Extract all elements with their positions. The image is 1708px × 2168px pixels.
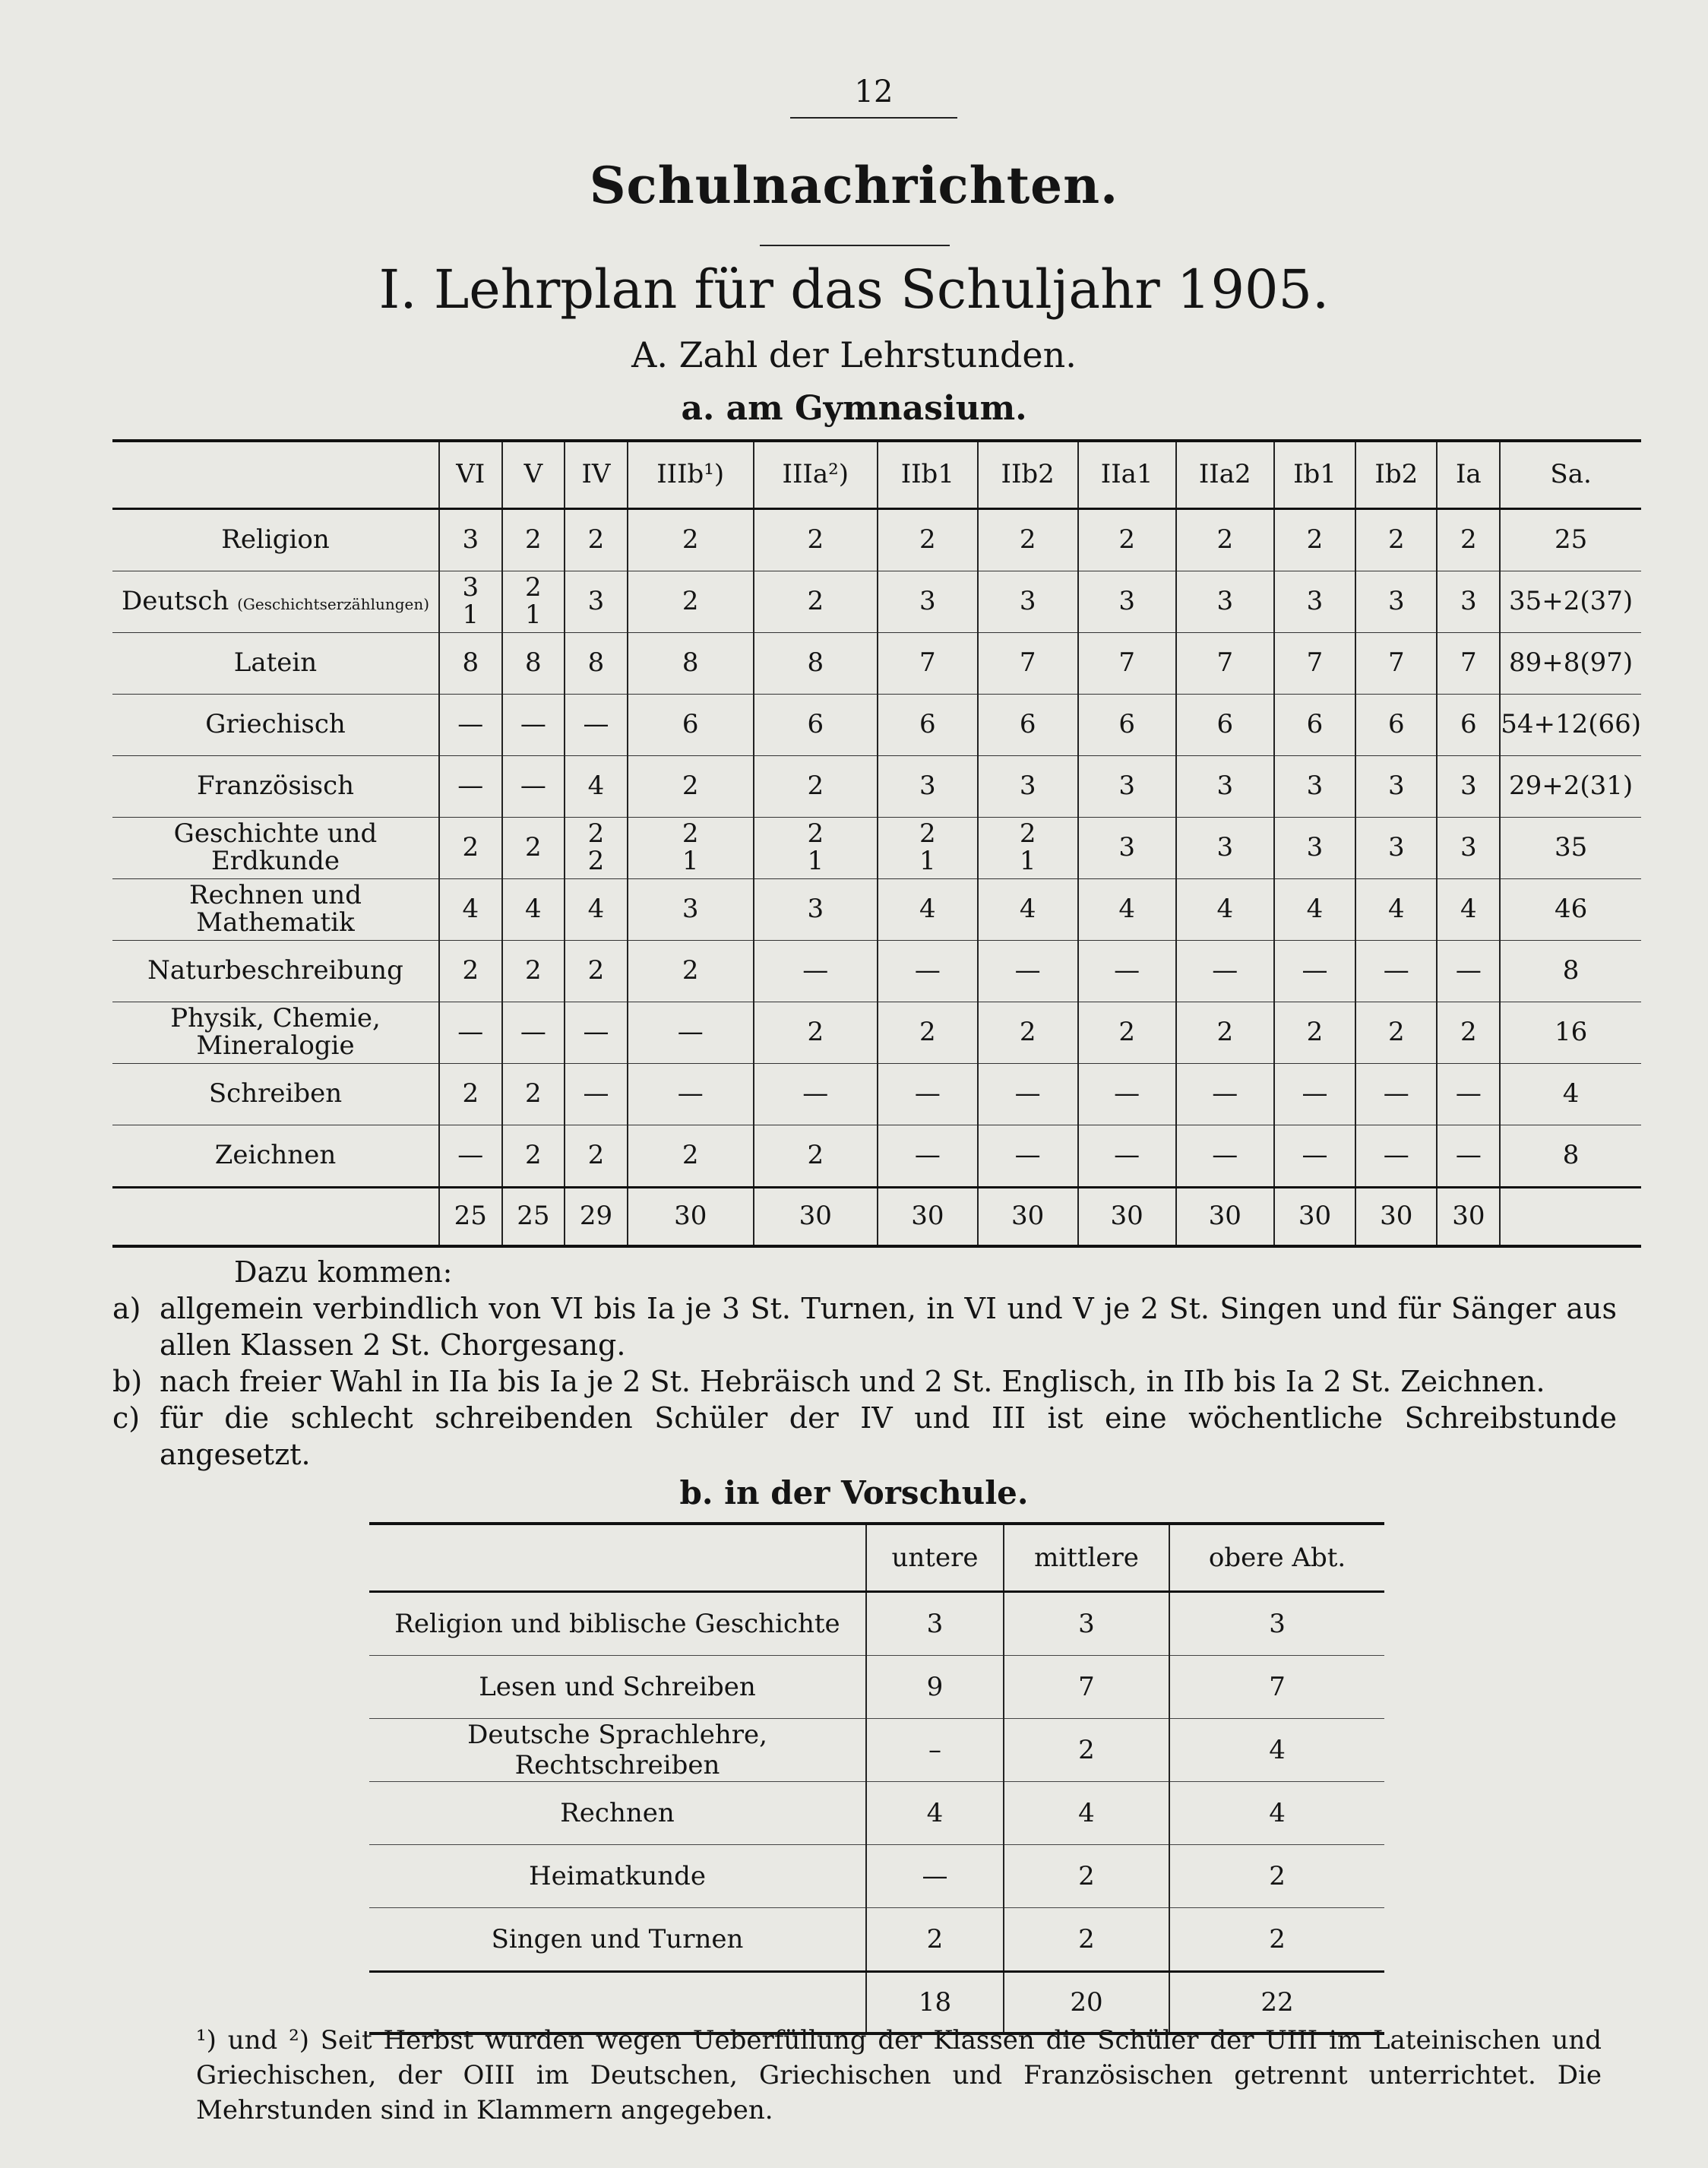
hours-cell: 6 xyxy=(628,695,754,756)
hours-cell: 2 xyxy=(878,509,978,571)
table-row xyxy=(369,1656,1384,1719)
subject-cell xyxy=(112,1125,439,1188)
hours-cell: 4 xyxy=(978,879,1078,941)
column-header: Ib2 xyxy=(1355,441,1437,509)
sum-cell: 25 xyxy=(1500,509,1641,571)
subject-label: Griechisch xyxy=(205,709,346,740)
hours-cell: — xyxy=(628,1002,754,1064)
total-cell: 30 xyxy=(1437,1188,1500,1247)
column-header: IIIa²) xyxy=(754,441,878,509)
subject-cell xyxy=(112,1064,439,1125)
hours-cell: 2 xyxy=(1078,1002,1176,1064)
column-header: IIIb¹) xyxy=(628,441,754,509)
hours-cell: — xyxy=(439,1125,502,1188)
column-header: IIb1 xyxy=(878,441,978,509)
hours-cell: 2 xyxy=(1437,509,1500,571)
hours-cell: 4 xyxy=(1004,1782,1169,1845)
hours-cell: 2 xyxy=(439,941,502,1002)
totals-row xyxy=(112,1188,1641,1247)
hours-cell: — xyxy=(1078,1125,1176,1188)
hours-cell: 3 xyxy=(866,1592,1004,1656)
hours-cell: 8 xyxy=(439,633,502,695)
total-cell: 30 xyxy=(878,1188,978,1247)
subject-label: Naturbeschreibung xyxy=(147,955,403,986)
column-header: IIa2 xyxy=(1176,441,1274,509)
sum-cell: 35+2(37) xyxy=(1500,571,1641,633)
column-header: Ib1 xyxy=(1274,441,1355,509)
hours-cell: 2 xyxy=(502,509,565,571)
sum-cell: 35 xyxy=(1500,818,1641,879)
subsection-title: A. Zahl der Lehrstunden. xyxy=(631,334,1077,375)
hours-cell: 2 xyxy=(1078,509,1176,571)
hours-cell: — xyxy=(502,1002,565,1064)
note-text: nach freier Wahl in IIa bis Ia je 2 St. Hebräisch und 2 St. Englisch, in IIb bis Ia 2 St. Zeichnen. xyxy=(160,1365,1545,1398)
totals-label xyxy=(112,1188,439,1247)
hours-cell: 7 xyxy=(878,633,978,695)
hours-cell: 2 xyxy=(978,509,1078,571)
hours-cell: 2 xyxy=(628,941,754,1002)
footnote xyxy=(112,2023,1602,2128)
hours-cell: 2 xyxy=(1274,509,1355,571)
hours-cell: 2 1 xyxy=(878,818,978,879)
vorschule-lesson-table xyxy=(369,1522,1384,2035)
hours-cell: 7 xyxy=(978,633,1078,695)
subject-cell: Religion und biblische Geschichte xyxy=(369,1592,866,1656)
header-subject xyxy=(369,1524,866,1592)
column-header: IIa1 xyxy=(1078,441,1176,509)
subject-cell xyxy=(112,756,439,818)
sum-cell: 89+8(97) xyxy=(1500,633,1641,695)
hours-cell: 2 xyxy=(502,818,565,879)
hours-cell: 2 xyxy=(1355,509,1437,571)
subject-label: Schreiben xyxy=(208,1078,343,1109)
hours-cell: 2 xyxy=(1004,1719,1169,1782)
note-text: für die schlecht schreibenden Schüler der IV und III ist eine wöchentliche Schreibstunde angesetzt. xyxy=(160,1401,1617,1471)
total-cell: 18 xyxy=(866,1972,1004,2034)
hours-cell: 2 1 xyxy=(754,818,878,879)
hours-cell: 2 xyxy=(439,1064,502,1125)
column-header: VI xyxy=(439,441,502,509)
hours-cell: 4 xyxy=(878,879,978,941)
hours-cell: 2 xyxy=(628,571,754,633)
hours-cell: 4 xyxy=(565,756,628,818)
hours-cell: — xyxy=(754,941,878,1002)
subject-cell: Lesen und Schreiben xyxy=(369,1656,866,1719)
hours-cell: 2 xyxy=(565,509,628,571)
subject-cell: Rechnen xyxy=(369,1782,866,1845)
hours-cell: 7 xyxy=(1355,633,1437,695)
hours-cell: 4 xyxy=(565,879,628,941)
table-row xyxy=(112,818,1641,879)
hours-cell: 2 xyxy=(1169,1908,1384,1972)
hours-cell: 3 xyxy=(878,571,978,633)
hours-cell: 6 xyxy=(878,695,978,756)
hours-cell: 3 xyxy=(878,756,978,818)
hours-cell: 3 xyxy=(565,571,628,633)
hours-cell: 2 xyxy=(1004,1908,1169,1972)
hours-cell: 4 xyxy=(1078,879,1176,941)
hours-cell: 2 xyxy=(565,1125,628,1188)
table-row xyxy=(369,1719,1384,1782)
hours-cell: 2 xyxy=(978,1002,1078,1064)
sum-cell: 4 xyxy=(1500,1064,1641,1125)
hours-cell: 4 xyxy=(1355,879,1437,941)
hours-cell: 2 xyxy=(754,571,878,633)
hours-cell: 8 xyxy=(565,633,628,695)
hours-cell: — xyxy=(565,695,628,756)
section-title: I. Lehrplan für das Schuljahr 1905. xyxy=(378,258,1330,321)
total-cell: 30 xyxy=(628,1188,754,1247)
hours-cell: 3 xyxy=(1078,571,1176,633)
hours-cell: — xyxy=(1355,1125,1437,1188)
hours-cell: — xyxy=(978,1064,1078,1125)
hours-cell: 2 xyxy=(866,1908,1004,1972)
hours-cell: 2 xyxy=(628,1125,754,1188)
notes-intro: Dazu kommen: xyxy=(234,1255,453,1289)
hours-cell: 2 xyxy=(565,941,628,1002)
subject-cell xyxy=(112,695,439,756)
hours-cell: — xyxy=(439,695,502,756)
hours-cell: 3 xyxy=(1176,818,1274,879)
hours-cell: 7 xyxy=(1169,1656,1384,1719)
hours-cell: — xyxy=(1176,1064,1274,1125)
hours-cell: 2 1 xyxy=(628,818,754,879)
subject-cell xyxy=(112,633,439,695)
hours-cell: 2 xyxy=(628,509,754,571)
table-row xyxy=(112,509,1641,571)
hours-cell: — xyxy=(1274,941,1355,1002)
hours-cell: — xyxy=(978,941,1078,1002)
hours-cell: 7 xyxy=(1437,633,1500,695)
hours-cell: — xyxy=(1176,1125,1274,1188)
hours-cell: — xyxy=(878,1064,978,1125)
additional-lessons-notes xyxy=(112,1254,1617,1473)
hours-cell: — xyxy=(628,1064,754,1125)
column-header: obere Abt. xyxy=(1169,1524,1384,1592)
hours-cell: — xyxy=(1274,1125,1355,1188)
note-mark: a) xyxy=(112,1292,141,1325)
subject-cell: Deutsche Sprachlehre, Rechtschreiben xyxy=(369,1719,866,1782)
total-cell: 30 xyxy=(1274,1188,1355,1247)
footnote-text: ¹) und ²) Seit Herbst wurden wegen Ueberfüllung der Klassen die Schüler der UIII im Lateinischen und Griechischen, der OIII im Deutschen, Griechischen und Französischen getrennt unterrichtet. Die Mehrstunden sind in Klammern angegeben. xyxy=(196,2025,1602,2125)
title-divider xyxy=(760,245,950,246)
table-row xyxy=(112,633,1641,695)
subject-label: Zeichnen xyxy=(214,1140,337,1171)
gymnasium-heading: a. am Gymnasium. xyxy=(681,389,1027,428)
page-number: 12 xyxy=(790,74,957,119)
hours-cell: — xyxy=(1078,1064,1176,1125)
hours-cell: 3 1 xyxy=(439,571,502,633)
total-cell: 25 xyxy=(439,1188,502,1247)
total-cell: 22 xyxy=(1169,1972,1384,2034)
table-row xyxy=(369,1782,1384,1845)
hours-cell: 2 xyxy=(1274,1002,1355,1064)
hours-cell: — xyxy=(1355,1064,1437,1125)
hours-cell: 2 xyxy=(754,1002,878,1064)
hours-cell: — xyxy=(1176,941,1274,1002)
hours-cell: 2 xyxy=(1176,1002,1274,1064)
column-header: IIb2 xyxy=(978,441,1078,509)
hours-cell: — xyxy=(1437,1064,1500,1125)
hours-cell: 3 xyxy=(628,879,754,941)
subject-cell xyxy=(112,509,439,571)
subject-cell xyxy=(112,941,439,1002)
hours-cell: 4 xyxy=(1437,879,1500,941)
hours-cell: 8 xyxy=(628,633,754,695)
hours-cell: — xyxy=(439,756,502,818)
hours-cell: 2 xyxy=(502,941,565,1002)
hours-cell: 2 xyxy=(628,756,754,818)
hours-cell: — xyxy=(565,1002,628,1064)
hours-cell: 2 1 xyxy=(978,818,1078,879)
hours-cell: 3 xyxy=(978,756,1078,818)
hours-cell: 3 xyxy=(1355,571,1437,633)
header-subject xyxy=(112,441,439,509)
sum-cell: 8 xyxy=(1500,941,1641,1002)
hours-cell: — xyxy=(1078,941,1176,1002)
hours-cell: 2 xyxy=(1437,1002,1500,1064)
hours-cell: 4 xyxy=(1176,879,1274,941)
hours-cell: 2 xyxy=(502,1125,565,1188)
hours-cell: 4 xyxy=(866,1782,1004,1845)
hours-cell: 4 xyxy=(1274,879,1355,941)
gymnasium-lesson-table xyxy=(112,439,1641,1248)
hours-cell: 3 xyxy=(1176,571,1274,633)
note-item xyxy=(112,1400,1617,1473)
table-row xyxy=(112,1064,1641,1125)
sum-cell: 54+12(66) xyxy=(1500,695,1641,756)
hours-cell: 3 xyxy=(1437,818,1500,879)
table-row xyxy=(112,756,1641,818)
hours-cell: 2 xyxy=(878,1002,978,1064)
sum-cell: 46 xyxy=(1500,879,1641,941)
hours-cell: — xyxy=(1274,1064,1355,1125)
hours-cell: 6 xyxy=(1437,695,1500,756)
total-cell: 30 xyxy=(1078,1188,1176,1247)
subject-label: Rechnen und Mathematik xyxy=(189,880,362,938)
vorschule-heading: b. in der Vorschule. xyxy=(679,1474,1029,1511)
column-header: IV xyxy=(565,441,628,509)
hours-cell: — xyxy=(878,1125,978,1188)
hours-cell: 3 xyxy=(754,879,878,941)
subject-label: Geschichte und Erdkunde xyxy=(173,818,378,876)
subject-cell: Heimatkunde xyxy=(369,1845,866,1908)
table-row xyxy=(112,695,1641,756)
hours-cell: 7 xyxy=(1274,633,1355,695)
column-header: V xyxy=(502,441,565,509)
hours-cell: 3 xyxy=(1078,818,1176,879)
hours-cell: — xyxy=(1437,1125,1500,1188)
hours-cell: 3 xyxy=(1004,1592,1169,1656)
column-header: Ia xyxy=(1437,441,1500,509)
hours-cell: 3 xyxy=(1078,756,1176,818)
total-cell: 20 xyxy=(1004,1972,1169,2034)
subject-label: Physik, Chemie, Mineralogie xyxy=(170,1003,381,1061)
subject-label: Deutsch xyxy=(121,586,229,617)
table-row xyxy=(112,571,1641,633)
hours-cell: — xyxy=(439,1002,502,1064)
hours-cell: 7 xyxy=(1176,633,1274,695)
sum-cell: 8 xyxy=(1500,1125,1641,1188)
page-title: Schulnachrichten. xyxy=(589,156,1119,215)
hours-cell: — xyxy=(502,695,565,756)
total-cell: 30 xyxy=(754,1188,878,1247)
hours-cell: 8 xyxy=(754,633,878,695)
hours-cell: 3 xyxy=(1169,1592,1384,1656)
hours-cell: 6 xyxy=(1078,695,1176,756)
subject-cell xyxy=(112,1002,439,1064)
hours-cell: 3 xyxy=(439,509,502,571)
hours-cell: 3 xyxy=(1274,756,1355,818)
table-header-row xyxy=(369,1524,1384,1592)
hours-cell: 2 2 xyxy=(565,818,628,879)
hours-cell: 3 xyxy=(1274,818,1355,879)
hours-cell: 4 xyxy=(1169,1782,1384,1845)
hours-cell: 6 xyxy=(978,695,1078,756)
hours-cell: 7 xyxy=(1004,1656,1169,1719)
hours-cell: 6 xyxy=(1176,695,1274,756)
hours-cell: 2 xyxy=(1355,1002,1437,1064)
subject-note: (Geschichtserzählungen) xyxy=(237,595,430,614)
hours-cell: — xyxy=(1355,941,1437,1002)
subject-label: Französisch xyxy=(196,771,355,802)
hours-cell: 4 xyxy=(1169,1719,1384,1782)
subject-label: Religion xyxy=(221,524,330,555)
subject-label: Latein xyxy=(233,647,318,679)
hours-cell: 3 xyxy=(1176,756,1274,818)
subject-cell xyxy=(112,571,439,633)
note-item xyxy=(112,1363,1617,1400)
total-cell: 30 xyxy=(1355,1188,1437,1247)
hours-cell: 9 xyxy=(866,1656,1004,1719)
total-cell: 29 xyxy=(565,1188,628,1247)
column-header-sum: Sa. xyxy=(1500,441,1641,509)
hours-cell: 4 xyxy=(502,879,565,941)
hours-cell: 3 xyxy=(1437,756,1500,818)
hours-cell: 2 xyxy=(754,509,878,571)
hours-cell: 2 xyxy=(754,1125,878,1188)
hours-cell: 6 xyxy=(1274,695,1355,756)
subject-cell xyxy=(112,818,439,879)
hours-cell: 2 xyxy=(439,818,502,879)
hours-cell: 6 xyxy=(1355,695,1437,756)
hours-cell: 3 xyxy=(978,571,1078,633)
note-item xyxy=(112,1290,1617,1363)
sum-cell: 29+2(31) xyxy=(1500,756,1641,818)
hours-cell: 2 xyxy=(1169,1845,1384,1908)
hours-cell: 2 xyxy=(1176,509,1274,571)
table-row xyxy=(369,1908,1384,1972)
hours-cell: 8 xyxy=(502,633,565,695)
note-text: allgemein verbindlich von VI bis Ia je 3 St. Turnen, in VI und V je 2 St. Singen und für Sänger aus allen Klassen 2 St. Chorgesang. xyxy=(160,1292,1617,1362)
hours-cell: 2 xyxy=(754,756,878,818)
hours-cell: — xyxy=(878,941,978,1002)
sum-cell: 16 xyxy=(1500,1002,1641,1064)
note-mark: c) xyxy=(112,1401,141,1435)
hours-cell: – xyxy=(866,1719,1004,1782)
hours-cell: — xyxy=(866,1845,1004,1908)
table-row xyxy=(112,1125,1641,1188)
note-mark: b) xyxy=(112,1365,143,1398)
column-header: untere xyxy=(866,1524,1004,1592)
table-row xyxy=(369,1845,1384,1908)
hours-cell: 4 xyxy=(439,879,502,941)
hours-cell: — xyxy=(502,756,565,818)
total-cell: 30 xyxy=(1176,1188,1274,1247)
subject-cell xyxy=(112,879,439,941)
hours-cell: 3 xyxy=(1355,818,1437,879)
hours-cell: 2 xyxy=(1004,1845,1169,1908)
hours-cell: 7 xyxy=(1078,633,1176,695)
hours-cell: 3 xyxy=(1355,756,1437,818)
hours-cell: 3 xyxy=(1437,571,1500,633)
table-row xyxy=(112,879,1641,941)
hours-cell: — xyxy=(754,1064,878,1125)
hours-cell: 2 1 xyxy=(502,571,565,633)
hours-cell: — xyxy=(565,1064,628,1125)
table-header-row xyxy=(112,441,1641,509)
hours-cell: — xyxy=(1437,941,1500,1002)
table-row xyxy=(112,941,1641,1002)
total-cell: 25 xyxy=(502,1188,565,1247)
table-row xyxy=(112,1002,1641,1064)
hours-cell: 6 xyxy=(754,695,878,756)
column-header: mittlere xyxy=(1004,1524,1169,1592)
total-sum-cell xyxy=(1500,1188,1641,1247)
hours-cell: 3 xyxy=(1274,571,1355,633)
hours-cell: — xyxy=(978,1125,1078,1188)
total-cell: 30 xyxy=(978,1188,1078,1247)
subject-cell: Singen und Turnen xyxy=(369,1908,866,1972)
hours-cell: 2 xyxy=(502,1064,565,1125)
table-row xyxy=(369,1592,1384,1656)
